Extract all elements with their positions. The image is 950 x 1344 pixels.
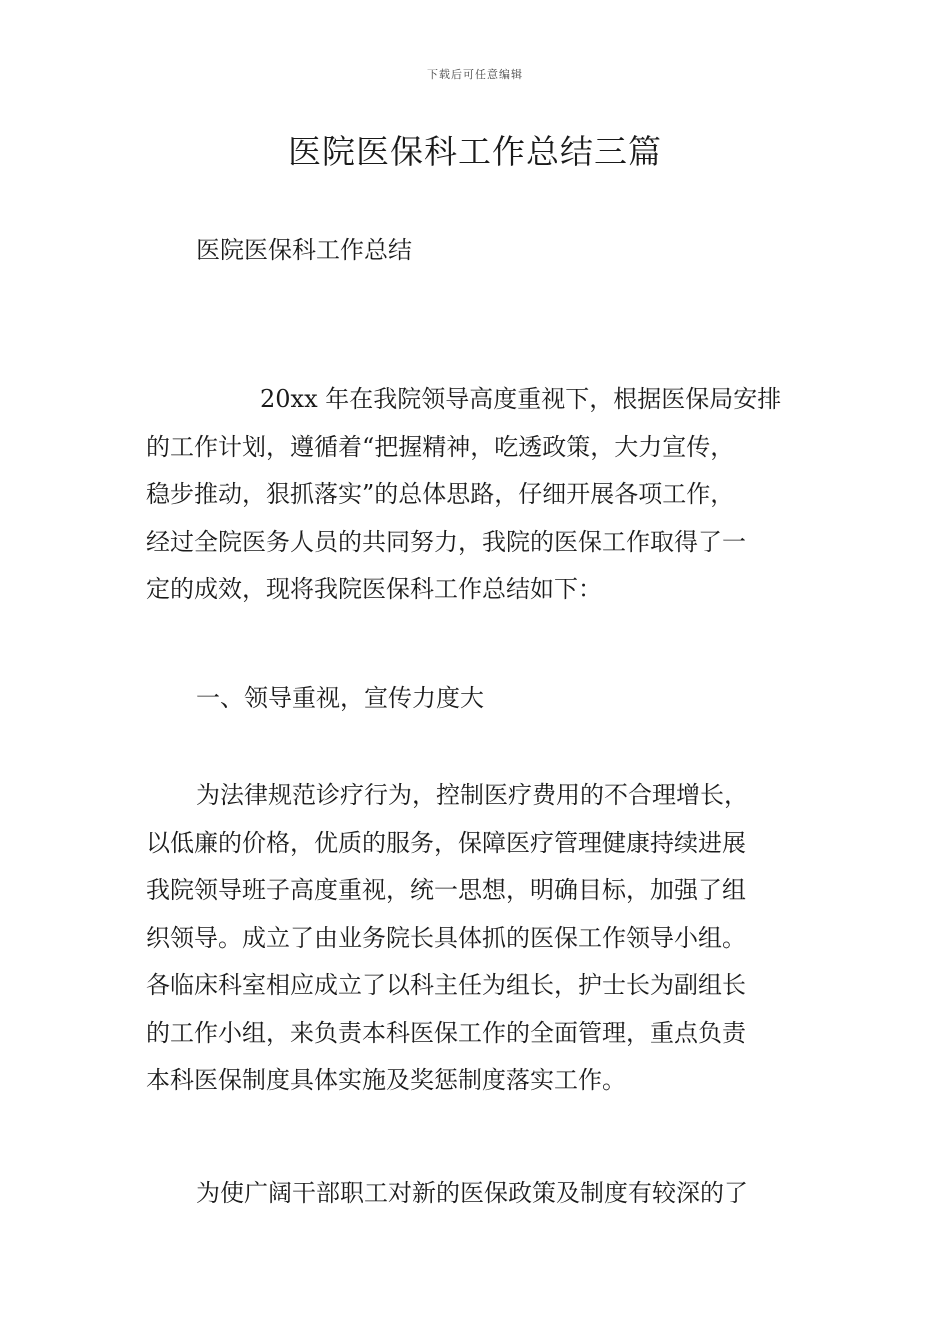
- paragraph-line: 稳步推动，狠抓落实”的总体思路，仔细开展各项工作，: [146, 480, 735, 508]
- paragraph-line: 本科医保制度具体实施及奖惩制度落实工作。: [146, 1066, 626, 1094]
- paragraph-line: 定的成效，现将我院医保科工作总结如下：: [146, 575, 602, 603]
- paragraph-intro: [146, 376, 806, 614]
- header-note: 下载后可任意编辑: [427, 68, 523, 81]
- paragraph-line: 我院领导班子高度重视，统一思想，明确目标，加强了组: [146, 876, 746, 904]
- paragraph-line: 的工作计划，遵循着“把握精神，吃透政策，大力宣传，: [146, 432, 735, 461]
- paragraph-line: 经过全院医务人员的共同努力，我院的医保工作取得了一: [146, 527, 746, 556]
- paragraph-line: 各临床科室相应成立了以科主任为组长，护士长为副组长: [146, 971, 746, 999]
- paragraph-leadership: [146, 772, 806, 1105]
- paragraph-line: 以低廉的价格，优质的服务，保障医疗管理健康持续进展: [146, 828, 746, 857]
- document-subtitle: 医院医保科工作总结: [196, 236, 412, 264]
- paragraph-policy: [146, 1170, 806, 1218]
- paragraph-line: 20xx 年在我院领导高度重视下，根据医保局安排: [260, 385, 782, 413]
- paragraph-line: 织领导。成立了由业务院长具体抓的医保工作领导小组。: [146, 923, 746, 952]
- document-title: 医院医保科工作总结三篇: [288, 132, 662, 171]
- section-heading: 一、领导重视，宣传力度大: [196, 684, 484, 712]
- paragraph-line: 为法律规范诊疗行为，控制医疗费用的不合理增长，: [196, 781, 748, 809]
- paragraph-line: 的工作小组，来负责本科医保工作的全面管理，重点负责: [146, 1018, 746, 1047]
- paragraph-line: 为使广阔干部职工对新的医保政策及制度有较深的了: [196, 1179, 748, 1207]
